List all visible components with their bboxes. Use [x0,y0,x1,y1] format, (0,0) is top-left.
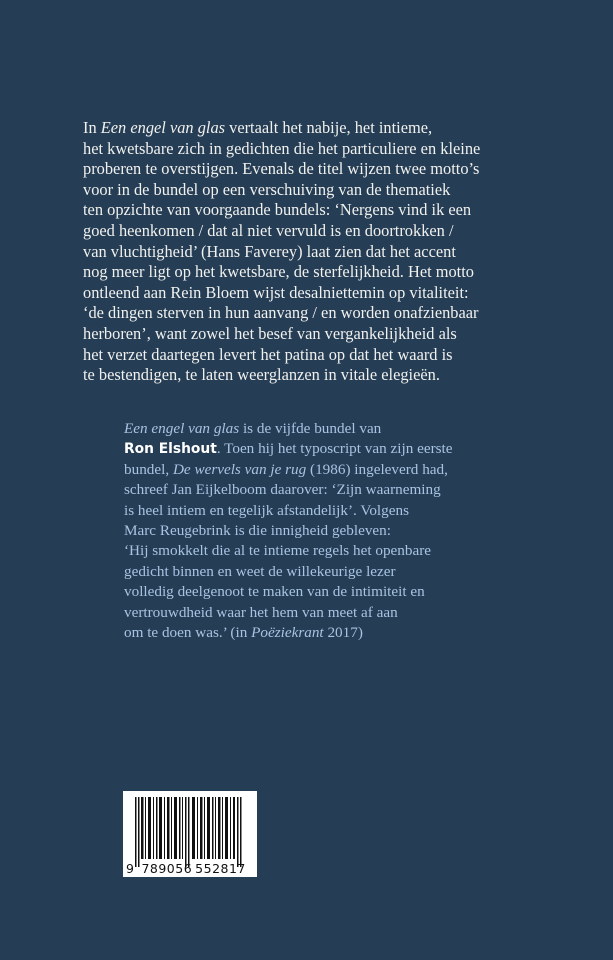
blurb-line: proberen te overstijgen. Evenals de titel wijzen twee motto’s [83,159,480,179]
author-bio [124,419,544,643]
blurb-line: voor in de bundel op een verschuiving van de thematiek [83,179,451,199]
blurb-line: het kwetsbare zich in gedichten die het particuliere en kleine [83,138,481,158]
blurb-line: het verzet daartegen levert het patina op dat het waard is [83,344,453,364]
blurb-line: ontleend aan Rein Bloem wijst desalniettemin op vitaliteit: [83,282,469,302]
bio-line: Marc Reugebrink is die innigheid gebleven: [124,522,391,540]
first-book-title: De wervels van je rug [172,460,307,478]
blurb-line: In Een engel van glas vertaalt het nabije, het intieme, [83,118,433,137]
back-cover-blurb [83,118,553,386]
bio-line: schreef Jan Eijkelboom daarover: ‘Zijn waarneming [124,481,441,499]
bio-line: is heel intiem en tegelijk afstandelijk’. Volgens [124,501,409,519]
bio-line: vertrouwdheid waar het hem van meet af aan [124,603,398,621]
blurb-line: van vluchtigheid’ (Hans Faverey) laat zien dat het accent [83,241,456,261]
bio-line: volledig deelgenoot te maken van de intimiteit en [124,583,425,601]
book-title: Een engel van glas [100,118,226,137]
book-title: Een engel van glas [124,420,240,437]
blurb-line: te bestendigen, te laten weerglanzen in vitale elegieën. [83,365,440,385]
bio-line: om te doen was.’ (in Poëziekrant 2017) [124,624,363,642]
author-name: Ron Elshout [124,441,217,458]
blurb-line: ‘de dingen sterven in hun aanvang / en worden onafzienbaar [83,303,479,323]
isbn-digits: 9 789056 552817 [126,861,246,876]
bio-line: ‘Hij smokkelt die al te intieme regels het openbare [124,542,432,560]
bio-line: gedicht binnen en weet de willekeurige lezer [124,562,396,580]
magazine-title: Poëziekrant [251,624,324,642]
isbn-barcode [123,791,257,877]
blurb-line: goed heenkomen / dat al niet vervuld is en doortrokken / [83,220,454,240]
bio-line: bundel, De wervels van je rug (1986) ingeleverd had, [124,460,448,478]
blurb-line: nog meer ligt op het kwetsbare, de sterfelijkheid. Het motto [83,262,474,282]
bio-line: Een engel van glas is de vijfde bundel van [124,420,382,437]
blurb-line: herboren’, want zowel het besef van vergankelijkheid als [83,323,457,343]
blurb-line: ten opzichte van voorgaande bundels: ‘Nergens vind ik een [83,200,472,220]
bio-line: Ron Elshout. Toen hij het typoscript van zijn eerste [124,440,453,458]
